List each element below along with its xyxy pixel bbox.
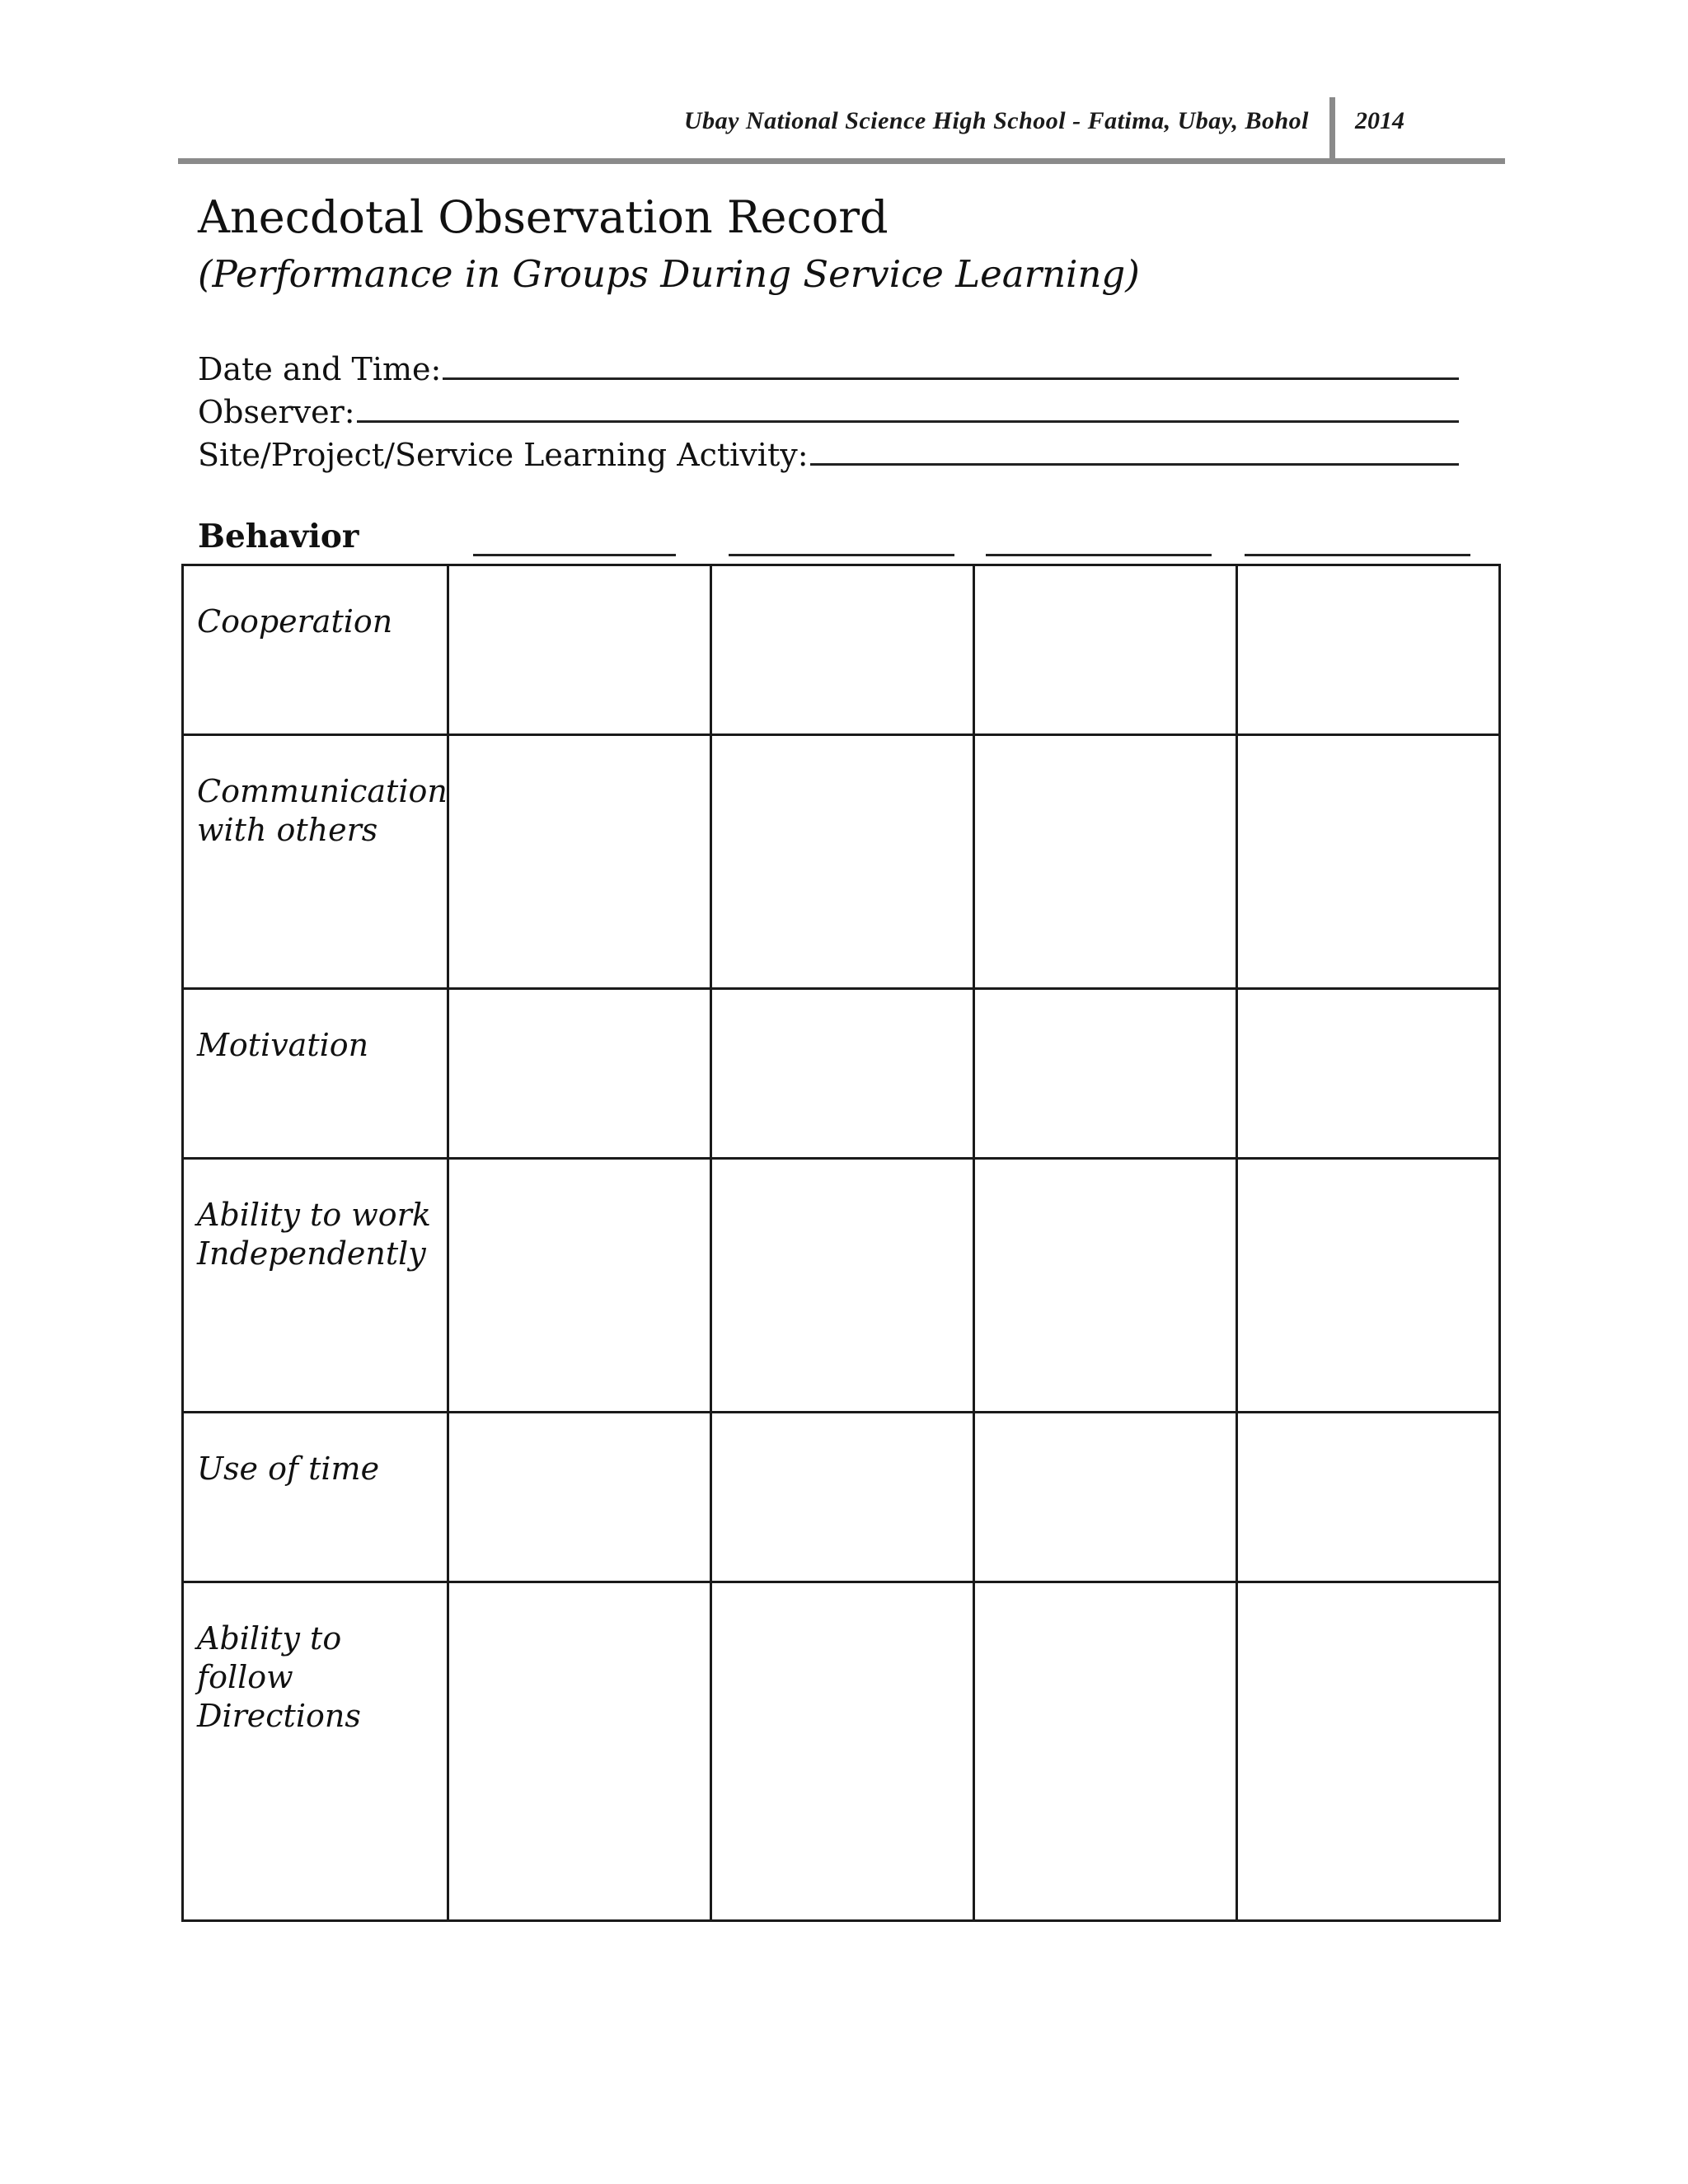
observer-label: Observer: [198,394,355,430]
observation-cell[interactable] [711,1413,974,1582]
observation-cell[interactable] [1237,1158,1500,1412]
date-time-field[interactable] [198,346,1459,387]
observer-blank[interactable] [357,419,1459,423]
observation-cell[interactable] [448,565,711,735]
student-name-blank-4[interactable] [1245,554,1470,556]
behavior-work-independently: Ability to work Independently [183,1158,448,1412]
table-row [183,1582,1500,1920]
observation-cell[interactable] [711,734,974,988]
table-row [183,1413,1500,1582]
site-activity-label: Site/Project/Service Learning Activity: [198,437,809,473]
observation-cell[interactable] [711,989,974,1159]
site-activity-blank[interactable] [810,462,1460,466]
observation-cell[interactable] [1237,1413,1500,1582]
observation-cell[interactable] [974,1413,1237,1582]
observation-cell[interactable] [974,565,1237,735]
observation-cell[interactable] [1237,989,1500,1159]
observation-cell[interactable] [974,734,1237,988]
observation-cell[interactable] [974,1582,1237,1920]
header-rule [178,158,1505,164]
observation-cell[interactable] [1237,565,1500,735]
observation-cell[interactable] [1237,1582,1500,1920]
observation-cell[interactable] [974,1158,1237,1412]
student-name-blank-1[interactable] [473,554,676,556]
page-header [178,97,1505,163]
observation-cell[interactable] [448,734,711,988]
date-time-blank[interactable] [443,377,1459,380]
observation-cell[interactable] [711,565,974,735]
observation-cell[interactable] [448,989,711,1159]
date-time-label: Date and Time: [198,351,442,387]
document-subtitle: (Performance in Groups During Service Learning) [198,252,1140,296]
observation-cell[interactable] [448,1158,711,1412]
behavior-use-of-time: Use of time [183,1413,448,1582]
observer-field[interactable] [198,389,1459,430]
table-row [183,734,1500,988]
observation-grid [181,564,1501,1922]
observation-cell[interactable] [448,1413,711,1582]
site-activity-field[interactable] [198,432,1459,473]
behavior-communication: Communication with others [183,734,448,988]
behavior-heading: Behavior [198,518,359,555]
observation-cell[interactable] [711,1158,974,1412]
table-row [183,565,1500,735]
table-row [183,1158,1500,1412]
school-name: Ubay National Science High School - Fatima, Ubay, Bohol [683,107,1309,134]
header-divider [1329,97,1335,162]
header-year: 2014 [1355,107,1404,134]
behavior-motivation: Motivation [183,989,448,1159]
observation-cell[interactable] [711,1582,974,1920]
student-name-blank-3[interactable] [986,554,1212,556]
document-title: Anecdotal Observation Record [198,191,889,243]
observation-cell[interactable] [974,989,1237,1159]
observation-cell[interactable] [1237,734,1500,988]
table-row [183,989,1500,1159]
behavior-cooperation: Cooperation [183,565,448,735]
student-name-blank-2[interactable] [729,554,954,556]
observation-cell[interactable] [448,1582,711,1920]
behavior-follow-directions: Ability to follow Directions [183,1582,448,1920]
